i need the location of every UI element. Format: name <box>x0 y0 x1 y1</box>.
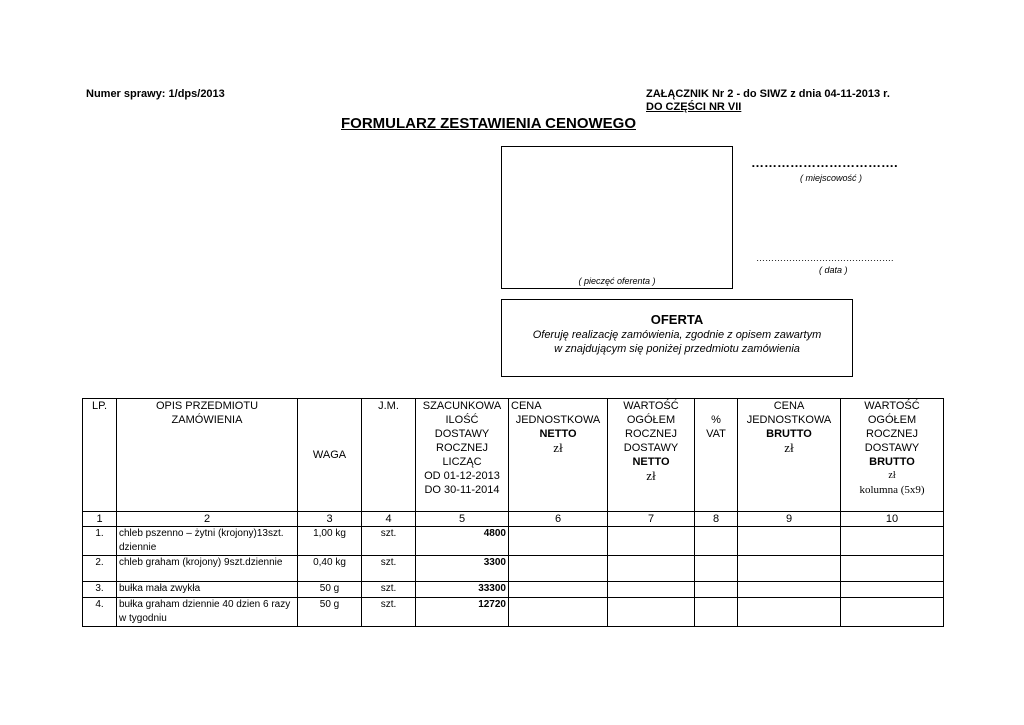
column-number: 2 <box>117 512 298 527</box>
row-total-net[interactable] <box>608 598 695 627</box>
header-total-gross: WARTOŚĆ OGÓŁEM ROCZNEJ DOSTAWY BRUTTO zł kolumna (5x9) <box>841 399 944 512</box>
offer-line-1: Oferuję realizację zamówienia, zgodnie z opisem zawartym <box>532 329 822 341</box>
row-quantity: 4800 <box>416 527 509 556</box>
row-lp: 1. <box>83 527 117 556</box>
table-row <box>83 598 944 627</box>
price-table <box>82 398 944 627</box>
row-vat[interactable] <box>695 556 738 582</box>
stamp-caption: ( pieczęć oferenta ) <box>578 276 656 286</box>
date-dots: ………………………………………. <box>756 253 894 263</box>
row-description: chleb graham (krojony) 9szt.dziennie <box>117 556 298 582</box>
place-dots: ……………………………. <box>751 155 898 170</box>
stamp-box <box>501 146 733 289</box>
row-lp: 4. <box>83 598 117 627</box>
header-quantity: SZACUNKOWA ILOŚĆ DOSTAWY ROCZNEJ LICZĄC OD 01-12-2013 DO 30-11-2014 <box>416 399 509 512</box>
row-unit: szt. <box>362 582 416 598</box>
case-number: Numer sprawy: 1/dps/2013 <box>86 88 225 100</box>
row-total-gross[interactable] <box>841 598 944 627</box>
part-label: DO CZĘŚCI NR VII <box>646 101 742 113</box>
header-description: OPIS PRZEDMIOTU ZAMÓWIENIA <box>117 399 298 512</box>
date-caption: ( data ) <box>819 265 848 275</box>
row-vat[interactable] <box>695 598 738 627</box>
header-lp: LP. <box>83 399 117 512</box>
place-caption: ( miejscowość ) <box>800 173 863 183</box>
row-unit-price-gross[interactable] <box>738 598 841 627</box>
row-unit: szt. <box>362 556 416 582</box>
column-number: 4 <box>362 512 416 527</box>
row-weight: 50 g <box>298 582 362 598</box>
row-total-net[interactable] <box>608 527 695 556</box>
table-row <box>83 582 944 598</box>
row-total-gross[interactable] <box>841 556 944 582</box>
row-weight: 1,00 kg <box>298 527 362 556</box>
offer-line-2: w znajdującym się poniżej przedmiotu zamówienia <box>554 343 800 355</box>
row-unit-price-gross[interactable] <box>738 582 841 598</box>
row-unit-price-gross[interactable] <box>738 556 841 582</box>
column-number: 8 <box>695 512 738 527</box>
offer-title: OFERTA <box>650 312 704 327</box>
row-unit-price-net[interactable] <box>509 527 608 556</box>
row-weight: 0,40 kg <box>298 556 362 582</box>
row-unit-price-net[interactable] <box>509 582 608 598</box>
row-vat[interactable] <box>695 527 738 556</box>
page-title: FORMULARZ ZESTAWIENIA CENOWEGO <box>341 115 636 132</box>
row-lp: 3. <box>83 582 117 598</box>
row-total-net[interactable] <box>608 582 695 598</box>
row-total-net[interactable] <box>608 556 695 582</box>
column-number: 7 <box>608 512 695 527</box>
header-vat: % VAT <box>695 399 738 512</box>
header-unit-price-gross: CENA JEDNOSTKOWA BRUTTO zł <box>738 399 841 512</box>
column-number: 9 <box>738 512 841 527</box>
row-description: bułka mała zwykła <box>117 582 298 598</box>
column-number: 6 <box>509 512 608 527</box>
row-quantity: 33300 <box>416 582 509 598</box>
row-total-gross[interactable] <box>841 582 944 598</box>
attachment-label: ZAŁĄCZNIK Nr 2 - do SIWZ z dnia 04-11-2013 r. <box>646 88 890 100</box>
column-number: 3 <box>298 512 362 527</box>
row-quantity: 3300 <box>416 556 509 582</box>
row-unit-price-gross[interactable] <box>738 527 841 556</box>
table-row <box>83 556 944 582</box>
row-weight: 50 g <box>298 598 362 627</box>
column-number: 5 <box>416 512 509 527</box>
row-unit-price-net[interactable] <box>509 598 608 627</box>
row-vat[interactable] <box>695 582 738 598</box>
table-row <box>83 527 944 556</box>
row-description: chleb pszenno – żytni (krojony)13szt. dziennie <box>117 527 298 556</box>
row-lp: 2. <box>83 556 117 582</box>
column-number: 10 <box>841 512 944 527</box>
header-total-net: WARTOŚĆ OGÓŁEM ROCZNEJ DOSTAWY NETTO zł <box>608 399 695 512</box>
offer-box <box>501 299 853 377</box>
row-unit: szt. <box>362 527 416 556</box>
table-header-row <box>83 399 944 512</box>
row-quantity: 12720 <box>416 598 509 627</box>
column-number: 1 <box>83 512 117 527</box>
row-description: bułka graham dziennie 40 dzien 6 razy w tygodniu <box>117 598 298 627</box>
row-total-gross[interactable] <box>841 527 944 556</box>
column-number-row <box>83 512 944 527</box>
header-unit: J.M. <box>362 399 416 512</box>
row-unit: szt. <box>362 598 416 627</box>
header-weight: WAGA <box>298 399 362 512</box>
header-unit-price-net: CENA JEDNOSTKOWA NETTO zł <box>509 399 608 512</box>
row-unit-price-net[interactable] <box>509 556 608 582</box>
